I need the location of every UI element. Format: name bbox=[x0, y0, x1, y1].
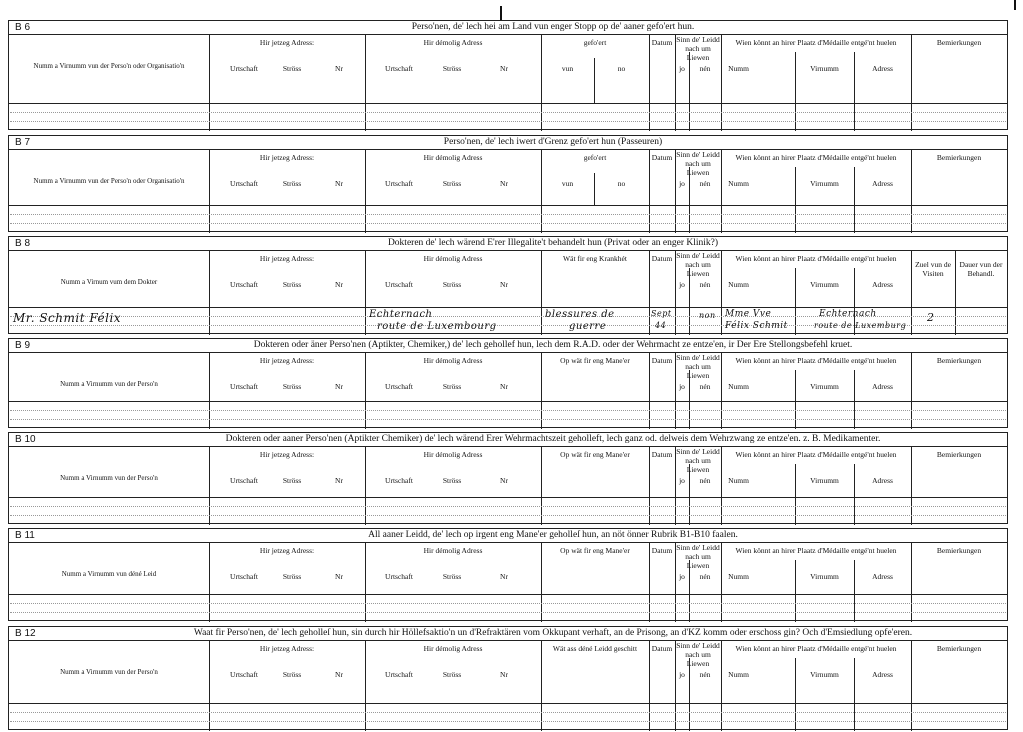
street-label: Ströss bbox=[282, 476, 302, 485]
writing-line bbox=[10, 603, 1006, 604]
addr-then-label: Hir démolig Adress bbox=[423, 450, 483, 459]
place-label: Urtschaft bbox=[230, 670, 258, 679]
margin-mark-top bbox=[500, 6, 502, 20]
medal-label: Wien könnt an hirer Plaatz d'Médaille entgé'nt huelen bbox=[735, 546, 897, 555]
addr-then-label: Hir démolig Adress bbox=[423, 546, 483, 555]
section-title: All aaner Leidd, de' lech op irgent eng Mane'er geholleſ hun, an nöt önner Rubrik B1-B10 faalen. bbox=[368, 530, 738, 540]
section-code: B 6 bbox=[15, 22, 31, 33]
col-divider bbox=[721, 34, 722, 131]
body-divider bbox=[9, 703, 1007, 704]
header-divider bbox=[9, 446, 1007, 447]
medal-virnumm-label: Virnumm bbox=[810, 179, 839, 188]
nr-label: Nr bbox=[500, 280, 508, 289]
nr-label: Nr bbox=[500, 179, 508, 188]
entry-illness-2: guerre bbox=[569, 321, 607, 332]
section-code: B 9 bbox=[15, 340, 31, 351]
medal-numm-label: Numm bbox=[728, 476, 749, 485]
addr-then-label: Hir démolig Adress bbox=[423, 356, 483, 365]
to-label: no bbox=[617, 179, 626, 188]
from-label: vun bbox=[561, 64, 574, 73]
street-label: Ströss bbox=[282, 64, 302, 73]
entry-visits: 2 bbox=[927, 311, 935, 324]
visits-label: Zuel vun de Visiten bbox=[915, 260, 951, 278]
medal-label: Wien könnt an hirer Plaatz d'Médaille entgé'nt huelen bbox=[735, 450, 897, 459]
addr-now-label: Hir jetzeg Adress: bbox=[259, 546, 315, 555]
nr-label: Nr bbox=[500, 670, 508, 679]
nen-label: nén bbox=[699, 670, 711, 679]
addr-then-label: Hir démolig Adress bbox=[423, 254, 483, 263]
body-divider bbox=[9, 497, 1007, 498]
col-divider bbox=[365, 640, 366, 731]
medal-sub-divider bbox=[795, 370, 796, 429]
jo-label: jo bbox=[679, 280, 685, 289]
medal-adress-label: Adress bbox=[872, 670, 893, 679]
col-divider bbox=[541, 34, 542, 131]
medal-numm-label: Numm bbox=[728, 179, 749, 188]
alive-label: Sinn de' Leidd nach um Liewen bbox=[676, 641, 720, 668]
body-divider bbox=[9, 594, 1007, 595]
nen-label: nén bbox=[699, 572, 711, 581]
entry-addr-then-2: route de Luxembourg bbox=[377, 321, 497, 332]
writing-line bbox=[10, 721, 1006, 722]
entry-date-2: 44 bbox=[655, 321, 667, 330]
section-b8 bbox=[8, 236, 1008, 334]
medal-label: Wien könnt an hirer Plaatz d'Médaille entgé'nt huelen bbox=[735, 356, 897, 365]
alive-label: Sinn de' Leidd nach um Liewen bbox=[676, 150, 720, 177]
nen-label: nén bbox=[699, 280, 711, 289]
nr-label: Nr bbox=[335, 179, 343, 188]
datum-label: Datum bbox=[651, 356, 673, 365]
remarks-label: Bemierkungen bbox=[936, 546, 982, 555]
medal-numm-label: Numm bbox=[728, 64, 749, 73]
medal-numm-label: Numm bbox=[728, 572, 749, 581]
medal-virnumm-label: Virnumm bbox=[810, 572, 839, 581]
place-label: Urtschaft bbox=[230, 280, 258, 289]
jo-label: jo bbox=[679, 382, 685, 391]
remarks-label: Bemierkungen bbox=[936, 644, 982, 653]
remarks-label: Bemierkungen bbox=[936, 38, 982, 47]
col3-label: Wät fir eng Krankhét bbox=[563, 254, 627, 263]
medal-virnumm-label: Virnumm bbox=[810, 64, 839, 73]
writing-line bbox=[10, 506, 1006, 507]
addr-now-label: Hir jetzeg Adress: bbox=[259, 356, 315, 365]
entry-addr-then-1: Echternach bbox=[369, 309, 433, 320]
medal-label: Wien könnt an hirer Plaatz d'Médaille entgé'nt huelen bbox=[735, 153, 897, 162]
entry-medal-addr-2: route de Luxemburg bbox=[814, 321, 907, 330]
remarks-label: Bemierkungen bbox=[936, 153, 982, 162]
section-code: B 11 bbox=[15, 530, 35, 541]
col3-sub-divider bbox=[594, 173, 595, 205]
addr-now-label: Hir jetzeg Adress: bbox=[259, 450, 315, 459]
alive-label: Sinn de' Leidd nach um Liewen bbox=[676, 353, 720, 380]
col-divider bbox=[649, 34, 650, 131]
nen-label: nén bbox=[699, 64, 711, 73]
addr-now-label: Hir jetzeg Adress: bbox=[259, 153, 315, 162]
street-label: Ströss bbox=[442, 64, 462, 73]
medal-virnumm-label: Virnumm bbox=[810, 670, 839, 679]
first-col-header: Numm a Virnumm vun déné Leid bbox=[61, 570, 157, 578]
col3-label: gefo'ert bbox=[583, 38, 607, 47]
nen-label: nén bbox=[699, 382, 711, 391]
section-code: B 7 bbox=[15, 137, 31, 148]
section-code: B 12 bbox=[15, 628, 36, 639]
first-col-header: Numm a Virnum vum dem Dokter bbox=[60, 278, 158, 286]
medal-adress-label: Adress bbox=[872, 64, 893, 73]
addr-now-label: Hir jetzeg Adress: bbox=[259, 254, 315, 263]
nr-label: Nr bbox=[500, 572, 508, 581]
alive-label: Sinn de' Leidd nach um Liewen bbox=[676, 251, 720, 278]
section-b12 bbox=[8, 626, 1008, 730]
first-col-header: Numm a Virnumm vun der Perso'n bbox=[60, 474, 158, 482]
nr-label: Nr bbox=[500, 64, 508, 73]
place-label: Urtschaft bbox=[230, 382, 258, 391]
place-label: Urtschaft bbox=[385, 280, 413, 289]
nr-label: Nr bbox=[335, 64, 343, 73]
datum-label: Datum bbox=[651, 450, 673, 459]
medal-numm-label: Numm bbox=[728, 382, 749, 391]
addr-now-label: Hir jetzeg Adress: bbox=[259, 38, 315, 47]
street-label: Ströss bbox=[282, 280, 302, 289]
nr-label: Nr bbox=[335, 382, 343, 391]
remarks-label: Bemierkungen bbox=[936, 356, 982, 365]
alive-label: Sinn de' Leidd nach um Liewen bbox=[676, 35, 720, 62]
col-divider bbox=[541, 640, 542, 731]
section-title: Perso'nen, de' lech iwert d'Grenz gefo'ert hun (Passeuren) bbox=[443, 137, 663, 147]
section-title: Dokteren oder äner Perso'nen (Aptikter, Chemiker,) de' lech gehollef hun, lech dem R.A.D. oder der Wehrmacht ze entze'en, ir Der Ere Stellongsbefehl kruet. bbox=[253, 340, 853, 350]
medal-numm-label: Numm bbox=[728, 670, 749, 679]
col-divider bbox=[911, 34, 912, 131]
section-code: B 8 bbox=[15, 238, 31, 249]
medal-adress-label: Adress bbox=[872, 572, 893, 581]
body-divider bbox=[9, 103, 1007, 104]
margin-mark-right bbox=[1014, 0, 1016, 10]
section-title: Dokteren de' lech wärend E'rer Illegalite't behandelt hun (Privat oder an enger Klinik?) bbox=[387, 238, 719, 248]
section-code: B 10 bbox=[15, 434, 36, 445]
datum-label: Datum bbox=[651, 153, 673, 162]
section-title: Dokteren oder aaner Perso'nen (Aptikter Chemiker) de' lech wärend Erer Wehrmachtszeit geholleft, lech ganz od. delweis dem Wehrzwang ze entze'en. z. B. Medikamenter. bbox=[225, 434, 881, 444]
writing-line bbox=[10, 121, 1006, 122]
place-label: Urtschaft bbox=[385, 179, 413, 188]
medal-virnumm-label: Virnumm bbox=[810, 382, 839, 391]
header-divider bbox=[9, 250, 1007, 251]
first-col-header: Numm a Virnumm vun der Perso'n oder Organisatio'n bbox=[33, 177, 185, 185]
nr-label: Nr bbox=[335, 476, 343, 485]
nr-label: Nr bbox=[500, 476, 508, 485]
datum-label: Datum bbox=[651, 644, 673, 653]
col-divider bbox=[721, 640, 722, 731]
section-title: Perso'nen, de' lech hei am Land vun enger Stopp op de' aaner gefo'ert hun. bbox=[411, 22, 695, 32]
addr-then-label: Hir démolig Adress bbox=[423, 644, 483, 653]
section-title: Waat fir Perso'nen, de' lech geholleſ hun, sin durch hir Höllefsaktio'n un d'Refraktären vom Okkupant verhaft, an de Prisong, an d'KZ komm oder erschoss gin? Och d'Emsiedlung opfe'eren. bbox=[193, 628, 913, 638]
first-col-header: Numm a Virnumm vun der Perso'n oder Organisatio'n bbox=[33, 62, 185, 70]
col3-label: gefo'ert bbox=[583, 153, 607, 162]
writing-line bbox=[10, 214, 1006, 215]
addr-then-label: Hir démolig Adress bbox=[423, 153, 483, 162]
from-label: vun bbox=[561, 179, 574, 188]
col3-label: Op wät fir eng Mane'er bbox=[560, 450, 630, 459]
to-label: no bbox=[617, 64, 626, 73]
col3-label: Op wät fir eng Mane'er bbox=[560, 356, 630, 365]
entry-medal-name-2: Félix Schmit bbox=[725, 321, 788, 331]
addr-then-label: Hir démolig Adress bbox=[423, 38, 483, 47]
col-divider bbox=[209, 640, 210, 731]
street-label: Ströss bbox=[442, 179, 462, 188]
street-label: Ströss bbox=[282, 670, 302, 679]
entry-medal-name-1: Mme Vve bbox=[725, 309, 772, 319]
jo-label: jo bbox=[679, 179, 685, 188]
col3-label: Op wät fir eng Mane'er bbox=[560, 546, 630, 555]
nen-label: nén bbox=[699, 476, 711, 485]
place-label: Urtschaft bbox=[385, 382, 413, 391]
medal-numm-label: Numm bbox=[728, 280, 749, 289]
medal-label: Wien könnt an hirer Plaatz d'Médaille entgé'nt huelen bbox=[735, 254, 897, 263]
street-label: Ströss bbox=[442, 280, 462, 289]
medal-sub-divider bbox=[854, 370, 855, 429]
col-divider bbox=[365, 34, 366, 131]
datum-label: Datum bbox=[651, 38, 673, 47]
street-label: Ströss bbox=[282, 382, 302, 391]
nr-label: Nr bbox=[335, 280, 343, 289]
writing-line bbox=[10, 712, 1006, 713]
street-label: Ströss bbox=[442, 476, 462, 485]
street-label: Ströss bbox=[442, 382, 462, 391]
street-label: Ströss bbox=[282, 572, 302, 581]
body-divider bbox=[9, 401, 1007, 402]
nr-label: Nr bbox=[335, 572, 343, 581]
first-col-header: Numm a Virnumm vun der Perso'n bbox=[60, 668, 158, 676]
section-b9 bbox=[8, 338, 1008, 428]
col-divider bbox=[209, 34, 210, 131]
medal-adress-label: Adress bbox=[872, 179, 893, 188]
entry-date-1: Sept bbox=[651, 309, 672, 318]
jo-label: jo bbox=[679, 572, 685, 581]
entry-name: Mr. Schmit Félix bbox=[13, 311, 122, 325]
header-divider bbox=[9, 34, 1007, 35]
medal-adress-label: Adress bbox=[872, 280, 893, 289]
header-divider bbox=[9, 542, 1007, 543]
jo-label: jo bbox=[679, 64, 685, 73]
col3-label: Wät ass déné Leidd geschitt bbox=[552, 644, 638, 653]
col-divider bbox=[911, 640, 912, 731]
street-label: Ströss bbox=[282, 179, 302, 188]
body-divider bbox=[9, 205, 1007, 206]
jo-label: jo bbox=[679, 476, 685, 485]
section-b11 bbox=[8, 528, 1008, 621]
medal-label: Wien könnt an hirer Plaatz d'Médaille entgé'nt huelen bbox=[735, 38, 897, 47]
nen-label: nén bbox=[699, 179, 711, 188]
header-divider bbox=[9, 149, 1007, 150]
header-divider bbox=[9, 640, 1007, 641]
street-label: Ströss bbox=[442, 670, 462, 679]
medal-virnumm-label: Virnumm bbox=[810, 280, 839, 289]
writing-line bbox=[10, 112, 1006, 113]
place-label: Urtschaft bbox=[230, 64, 258, 73]
addr-now-label: Hir jetzeg Adress: bbox=[259, 644, 315, 653]
duration-label: Dauer vun der Behandl. bbox=[959, 260, 1003, 278]
place-label: Urtschaft bbox=[385, 670, 413, 679]
section-b7 bbox=[8, 135, 1008, 232]
body-divider bbox=[9, 307, 1007, 308]
header-divider bbox=[9, 352, 1007, 353]
nr-label: Nr bbox=[500, 382, 508, 391]
datum-label: Datum bbox=[651, 254, 673, 263]
remarks-label: Bemierkungen bbox=[936, 450, 982, 459]
place-label: Urtschaft bbox=[230, 572, 258, 581]
entry-alive-no: non bbox=[699, 311, 716, 320]
writing-line bbox=[10, 419, 1006, 420]
writing-line bbox=[10, 515, 1006, 516]
place-label: Urtschaft bbox=[385, 64, 413, 73]
writing-line bbox=[10, 223, 1006, 224]
place-label: Urtschaft bbox=[230, 179, 258, 188]
street-label: Ströss bbox=[442, 572, 462, 581]
nr-label: Nr bbox=[335, 670, 343, 679]
medal-adress-label: Adress bbox=[872, 382, 893, 391]
col-divider bbox=[649, 640, 650, 731]
entry-medal-addr-1: Echternach bbox=[819, 309, 877, 319]
datum-label: Datum bbox=[651, 546, 673, 555]
section-b10 bbox=[8, 432, 1008, 524]
alive-label: Sinn de' Leidd nach um Liewen bbox=[676, 447, 720, 474]
section-b6 bbox=[8, 20, 1008, 130]
writing-line bbox=[10, 612, 1006, 613]
first-col-header: Numm a Virnumm vun der Perso'n bbox=[60, 380, 158, 388]
medal-label: Wien könnt an hirer Plaatz d'Médaille entgé'nt huelen bbox=[735, 644, 897, 653]
alive-label: Sinn de' Leidd nach um Liewen bbox=[676, 543, 720, 570]
medal-adress-label: Adress bbox=[872, 476, 893, 485]
jo-label: jo bbox=[679, 670, 685, 679]
medal-virnumm-label: Virnumm bbox=[810, 476, 839, 485]
entry-illness-1: blessures de bbox=[545, 309, 615, 320]
place-label: Urtschaft bbox=[385, 476, 413, 485]
place-label: Urtschaft bbox=[230, 476, 258, 485]
writing-line bbox=[10, 410, 1006, 411]
place-label: Urtschaft bbox=[385, 572, 413, 581]
